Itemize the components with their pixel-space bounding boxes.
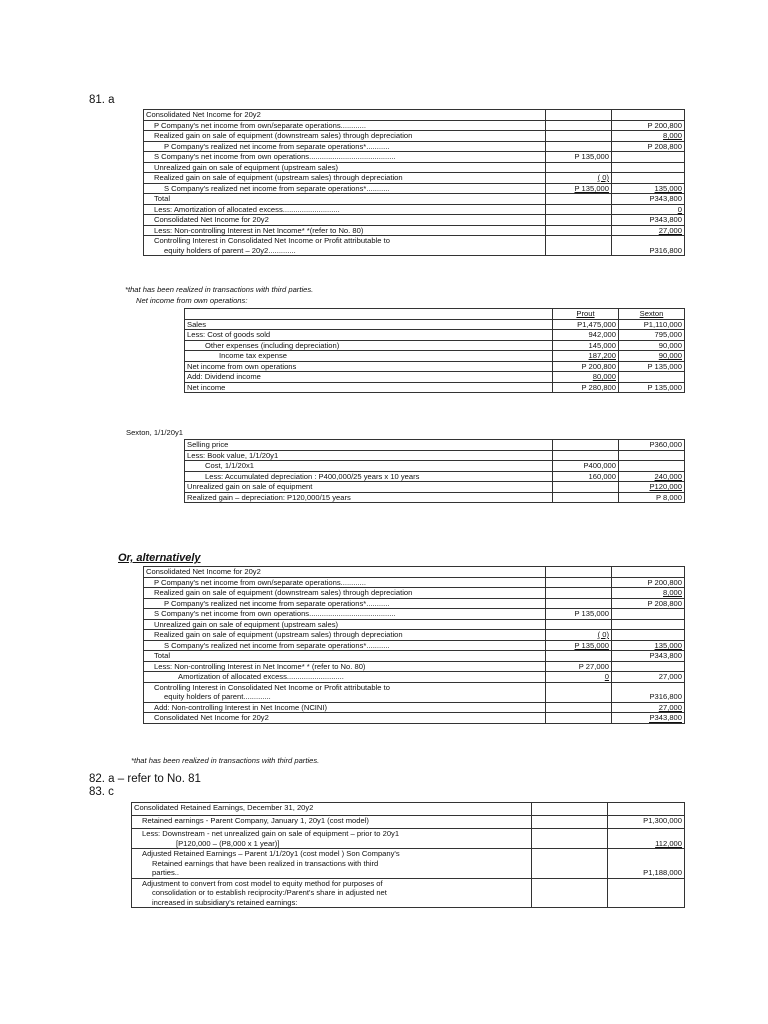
table-row: Selling price P360,000	[185, 440, 685, 451]
question-81-label: 81. a	[89, 94, 115, 106]
table-row: Unrealized gain on sale of equipment (upstream sales)	[144, 619, 685, 630]
section-heading: Net income from own operations:	[136, 296, 248, 305]
table-row: P Company's realized net income from separate operations*........... P 208,800	[144, 598, 685, 609]
retained-earnings-table	[131, 802, 685, 908]
table-row: Adjustment to convert from cost model to equity method for purposes of consolidation or to establish reciprocity:/Parent's share in adjusted net increased in subsidiary's retained earnings:	[132, 878, 685, 908]
table-row: S Company's realized net income from separate operations*........... P 135,000 135,000	[144, 640, 685, 651]
own-operations-table	[184, 308, 685, 393]
table-row: Less: Non-controlling Interest in Net Income* *(refer to No. 80) 27,000	[144, 225, 685, 236]
table-row: Sales P1,475,000 P1,110,000	[185, 319, 685, 330]
table-row: Consolidated Net Income for 20y2	[144, 110, 685, 121]
table-row: Net income from own operations P 200,800 P 135,000	[185, 361, 685, 372]
table-row: Total P343,800	[144, 651, 685, 662]
table-header-row: Prout Sexton	[185, 309, 685, 320]
alternative-heading: Or, alternatively	[118, 552, 201, 564]
table-row: Unrealized gain on sale of equipment P120,000	[185, 482, 685, 493]
footnote: *that has been realized in transactions with third parties.	[131, 756, 320, 765]
table-row: Retained earnings - Parent Company, January 1, 20y1 (cost model) P1,300,000	[132, 816, 685, 829]
table-row: Realized gain on sale of equipment (downstream sales) through depreciation 8,000	[144, 588, 685, 599]
table-row: Add: Dividend income 80,000	[185, 372, 685, 383]
table-row: P Company's net income from own/separate operations............ P 200,800	[144, 577, 685, 588]
question-83-label: 83. c	[89, 786, 114, 798]
alternative-net-income-table	[143, 566, 685, 724]
question-82-label: 82. a – refer to No. 81	[89, 773, 201, 785]
table-row: Unrealized gain on sale of equipment (upstream sales)	[144, 162, 685, 173]
sexton-equipment-table	[184, 439, 685, 503]
table-row: Realized gain on sale of equipment (upstream sales) through depreciation ( 0)	[144, 630, 685, 641]
table-row: Amortization of allocated excess........................... 0 27,000	[144, 672, 685, 683]
table-row: Other expenses (including depreciation) 145,000 90,000	[185, 340, 685, 351]
table-row: Controlling Interest in Consolidated Net Income or Profit attributable to equity holders of parent – 20y2............. P316,800	[144, 236, 685, 256]
table-row: P Company's realized net income from separate operations*........... P 208,800	[144, 141, 685, 152]
table-row: S Company's realized net income from separate operations*........... P 135,000 135,000	[144, 183, 685, 194]
table-row: Realized gain on sale of equipment (downstream sales) through depreciation 8,000	[144, 131, 685, 142]
table-row: Less: Amortization of allocated excess........................... 0	[144, 204, 685, 215]
table-row: Less: Downstream - net unrealized gain on sale of equipment – prior to 20y1 [P120,000 – (P8,000 x 1 year)] 112,000	[132, 829, 685, 849]
footnote: *that has been realized in transactions with third parties.	[125, 285, 314, 294]
table-row: Add: Non-controlling Interest in Net Income (NCINI) 27,000	[144, 702, 685, 713]
table-row: P Company's net income from own/separate operations............ P 200,800	[144, 120, 685, 131]
table-row: Less: Book value, 1/1/20y1	[185, 450, 685, 461]
table-row: Consolidated Net Income for 20y2 P343,800	[144, 215, 685, 226]
table-row: Realized gain – depreciation: P120,000/15 years P 8,000	[185, 492, 685, 503]
table-row: Realized gain on sale of equipment (upstream sales) through depreciation ( 0)	[144, 173, 685, 184]
table-row: Controlling Interest in Consolidated Net Income or Profit attributable to equity holders of parent............. P316,800	[144, 682, 685, 702]
table-row: Adjusted Retained Earnings – Parent 1/1/20y1 (cost model ) Son Company's Retained earnings that have been realized in transactions with third parties.. P1,188,000	[132, 849, 685, 879]
table-row: Total P343,800	[144, 194, 685, 205]
table-row: Less: Cost of goods sold 942,000 795,000	[185, 330, 685, 341]
table-row: Less: Non-controlling Interest in Net Income* * (refer to No. 80) P 27,000	[144, 661, 685, 672]
table-row: Consolidated Net Income for 20y2 P343,800	[144, 713, 685, 724]
table-row: S Company's net income from own operations......................................... P 135,000	[144, 152, 685, 163]
section-heading: Sexton, 1/1/20y1	[126, 428, 183, 437]
table-row: Less: Accumulated depreciation : P400,000/25 years x 10 years 160,000 240,000	[185, 471, 685, 482]
table-row: Income tax expense 187,200 90,000	[185, 351, 685, 362]
table-row: Cost, 1/1/20x1 P400,000	[185, 461, 685, 472]
table-row: S Company's net income from own operations......................................... P 135,000	[144, 609, 685, 620]
table-row: Net income P 280,800 P 135,000	[185, 382, 685, 393]
table-row: Consolidated Net Income for 20y2	[144, 567, 685, 578]
consolidated-net-income-table	[143, 109, 685, 256]
table-row: Consolidated Retained Earnings, December 31, 20y2	[132, 803, 685, 816]
